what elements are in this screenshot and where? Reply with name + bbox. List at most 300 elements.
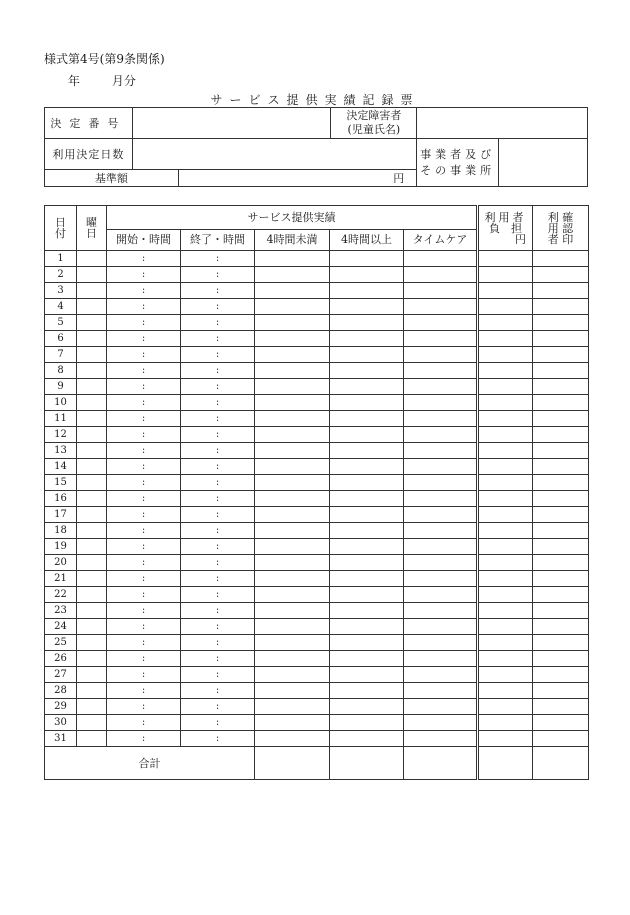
over-4h-cell[interactable] <box>330 699 404 715</box>
under-4h-cell[interactable] <box>255 315 330 331</box>
timecare-cell[interactable] <box>404 395 478 411</box>
timecare-cell[interactable] <box>404 635 478 651</box>
user-burden-cell[interactable] <box>478 603 533 619</box>
column-header-under4h: 4時間未満 <box>255 229 330 250</box>
weekday-cell[interactable] <box>77 299 107 315</box>
start-time-cell[interactable]: : <box>107 251 181 267</box>
user-burden-cell[interactable] <box>478 587 533 603</box>
user-burden-cell[interactable] <box>478 699 533 715</box>
end-time-cell[interactable]: : <box>181 619 255 635</box>
under-4h-cell[interactable] <box>255 635 330 651</box>
end-time-cell[interactable]: : <box>181 539 255 555</box>
end-time-cell[interactable]: : <box>181 411 255 427</box>
confirm-seal-cell[interactable] <box>533 379 589 395</box>
weekday-cell[interactable] <box>77 347 107 363</box>
start-time-cell[interactable]: : <box>107 299 181 315</box>
over-4h-cell[interactable] <box>330 427 404 443</box>
weekday-cell[interactable] <box>77 587 107 603</box>
weekday-cell[interactable] <box>77 555 107 571</box>
table-row <box>45 699 589 715</box>
usage-days-field[interactable] <box>132 139 416 170</box>
weekday-cell[interactable] <box>77 443 107 459</box>
timecare-cell[interactable] <box>404 667 478 683</box>
timecare-cell[interactable] <box>404 283 478 299</box>
end-time-cell[interactable]: : <box>181 427 255 443</box>
end-time-cell[interactable]: : <box>181 507 255 523</box>
start-time-cell[interactable]: : <box>107 379 181 395</box>
under-4h-cell[interactable] <box>255 379 330 395</box>
end-time-cell[interactable]: : <box>181 571 255 587</box>
timecare-cell[interactable] <box>404 731 478 747</box>
provider-field[interactable] <box>499 139 588 187</box>
start-time-cell[interactable]: : <box>107 475 181 491</box>
timecare-cell[interactable] <box>404 683 478 699</box>
start-time-cell[interactable]: : <box>107 539 181 555</box>
confirm-seal-cell[interactable] <box>533 715 589 731</box>
timecare-cell[interactable] <box>404 699 478 715</box>
start-time-cell[interactable]: : <box>107 619 181 635</box>
confirm-seal-cell[interactable] <box>533 683 589 699</box>
user-burden-cell[interactable] <box>478 363 533 379</box>
over-4h-cell[interactable] <box>330 331 404 347</box>
weekday-cell[interactable] <box>77 523 107 539</box>
over-4h-cell[interactable] <box>330 395 404 411</box>
over-4h-cell[interactable] <box>330 635 404 651</box>
over-4h-cell[interactable] <box>330 507 404 523</box>
end-time-cell[interactable]: : <box>181 347 255 363</box>
confirm-seal-cell[interactable] <box>533 555 589 571</box>
weekday-cell[interactable] <box>77 251 107 267</box>
under-4h-cell[interactable] <box>255 507 330 523</box>
under-4h-cell[interactable] <box>255 331 330 347</box>
under-4h-cell[interactable] <box>255 363 330 379</box>
day-number: 7 <box>45 347 77 363</box>
user-burden-cell[interactable] <box>478 267 533 283</box>
timecare-cell[interactable] <box>404 619 478 635</box>
start-time-cell[interactable]: : <box>107 395 181 411</box>
end-time-cell[interactable]: : <box>181 651 255 667</box>
timecare-cell[interactable] <box>404 555 478 571</box>
timecare-cell[interactable] <box>404 251 478 267</box>
total-under4h-cell[interactable] <box>255 747 330 780</box>
under-4h-cell[interactable] <box>255 619 330 635</box>
user-burden-cell[interactable] <box>478 411 533 427</box>
column-header-start: 開始・時間 <box>107 229 181 250</box>
provider-label-1: 事業者及び <box>420 147 496 161</box>
weekday-cell[interactable] <box>77 651 107 667</box>
under-4h-cell[interactable] <box>255 651 330 667</box>
start-time-cell[interactable]: : <box>107 651 181 667</box>
start-time-cell[interactable]: : <box>107 315 181 331</box>
user-burden-cell[interactable] <box>478 459 533 475</box>
weekday-cell[interactable] <box>77 459 107 475</box>
user-burden-cell[interactable] <box>478 475 533 491</box>
under-4h-cell[interactable] <box>255 539 330 555</box>
end-time-cell[interactable]: : <box>181 587 255 603</box>
under-4h-cell[interactable] <box>255 475 330 491</box>
confirm-seal-cell[interactable] <box>533 331 589 347</box>
table-row <box>45 347 589 363</box>
timecare-cell[interactable] <box>404 427 478 443</box>
day-number: 30 <box>45 715 77 731</box>
weekday-cell[interactable] <box>77 411 107 427</box>
timecare-cell[interactable] <box>404 331 478 347</box>
over-4h-cell[interactable] <box>330 619 404 635</box>
start-time-cell[interactable]: : <box>107 667 181 683</box>
over-4h-cell[interactable] <box>330 523 404 539</box>
user-burden-cell[interactable] <box>478 427 533 443</box>
start-time-cell[interactable]: : <box>107 459 181 475</box>
start-time-cell[interactable]: : <box>107 555 181 571</box>
end-time-cell[interactable]: : <box>181 315 255 331</box>
weekday-cell[interactable] <box>77 619 107 635</box>
day-number: 26 <box>45 651 77 667</box>
table-row <box>45 379 589 395</box>
user-burden-cell[interactable] <box>478 539 533 555</box>
over-4h-cell[interactable] <box>330 491 404 507</box>
under-4h-cell[interactable] <box>255 427 330 443</box>
confirm-seal-cell[interactable] <box>533 539 589 555</box>
under-4h-cell[interactable] <box>255 603 330 619</box>
start-time-cell[interactable]: : <box>107 523 181 539</box>
weekday-cell[interactable] <box>77 475 107 491</box>
day-header <box>45 206 77 251</box>
under-4h-cell[interactable] <box>255 667 330 683</box>
end-time-cell[interactable]: : <box>181 715 255 731</box>
user-burden-cell[interactable] <box>478 651 533 667</box>
end-time-cell[interactable]: : <box>181 251 255 267</box>
timecare-cell[interactable] <box>404 315 478 331</box>
timecare-cell[interactable] <box>404 443 478 459</box>
user-burden-cell[interactable] <box>478 635 533 651</box>
weekday-cell[interactable] <box>77 315 107 331</box>
end-time-cell[interactable]: : <box>181 363 255 379</box>
day-number: 17 <box>45 507 77 523</box>
total-burden-cell[interactable] <box>478 747 533 780</box>
burden-header <box>478 206 533 251</box>
weekday-cell[interactable] <box>77 603 107 619</box>
under-4h-cell[interactable] <box>255 699 330 715</box>
user-burden-cell[interactable] <box>478 251 533 267</box>
start-time-cell[interactable]: : <box>107 507 181 523</box>
over-4h-cell[interactable] <box>330 411 404 427</box>
confirm-seal-cell[interactable] <box>533 443 589 459</box>
user-burden-cell[interactable] <box>478 523 533 539</box>
end-time-cell[interactable]: : <box>181 475 255 491</box>
weekday-cell[interactable] <box>77 395 107 411</box>
user-burden-cell[interactable] <box>478 283 533 299</box>
user-burden-cell[interactable] <box>478 507 533 523</box>
timecare-cell[interactable] <box>404 475 478 491</box>
total-over4h-cell[interactable] <box>330 747 404 780</box>
over-4h-cell[interactable] <box>330 299 404 315</box>
weekday-cell[interactable] <box>77 571 107 587</box>
confirm-seal-cell[interactable] <box>533 427 589 443</box>
total-confirm-cell[interactable] <box>533 747 589 780</box>
timecare-cell[interactable] <box>404 491 478 507</box>
user-burden-cell[interactable] <box>478 395 533 411</box>
over-4h-cell[interactable] <box>330 715 404 731</box>
over-4h-cell[interactable] <box>330 683 404 699</box>
timecare-cell[interactable] <box>404 347 478 363</box>
day-number: 20 <box>45 555 77 571</box>
confirm-seal-cell[interactable] <box>533 603 589 619</box>
start-time-cell[interactable]: : <box>107 635 181 651</box>
over-4h-cell[interactable] <box>330 555 404 571</box>
confirm-seal-cell[interactable] <box>533 283 589 299</box>
start-time-cell[interactable]: : <box>107 283 181 299</box>
over-4h-cell[interactable] <box>330 251 404 267</box>
confirm-seal-cell[interactable] <box>533 619 589 635</box>
timecare-cell[interactable] <box>404 363 478 379</box>
under-4h-cell[interactable] <box>255 491 330 507</box>
under-4h-cell[interactable] <box>255 299 330 315</box>
table-row <box>45 251 589 267</box>
confirm-seal-cell[interactable] <box>533 571 589 587</box>
confirm-seal-cell[interactable] <box>533 411 589 427</box>
day-header-2: 付 <box>55 227 66 240</box>
burden-header-2: 負 担 <box>489 221 522 235</box>
under-4h-cell[interactable] <box>255 443 330 459</box>
over-4h-cell[interactable] <box>330 315 404 331</box>
user-burden-cell[interactable] <box>478 331 533 347</box>
start-time-cell[interactable]: : <box>107 331 181 347</box>
weekday-cell[interactable] <box>77 267 107 283</box>
table-row <box>45 267 589 283</box>
table-row <box>45 315 589 331</box>
under-4h-cell[interactable] <box>255 459 330 475</box>
user-burden-cell[interactable] <box>478 619 533 635</box>
user-burden-cell[interactable] <box>478 715 533 731</box>
under-4h-cell[interactable] <box>255 523 330 539</box>
confirm-seal-cell[interactable] <box>533 315 589 331</box>
under-4h-cell[interactable] <box>255 347 330 363</box>
start-time-cell[interactable]: : <box>107 731 181 747</box>
under-4h-cell[interactable] <box>255 571 330 587</box>
end-time-cell[interactable]: : <box>181 443 255 459</box>
user-burden-cell[interactable] <box>478 667 533 683</box>
weekday-cell[interactable] <box>77 283 107 299</box>
over-4h-cell[interactable] <box>330 475 404 491</box>
form-number: 様式第4号(第9条関係) <box>44 52 165 66</box>
day-number: 10 <box>45 395 77 411</box>
confirm-seal-cell[interactable] <box>533 347 589 363</box>
timecare-cell[interactable] <box>404 299 478 315</box>
weekday-cell[interactable] <box>77 539 107 555</box>
weekday-cell[interactable] <box>77 699 107 715</box>
end-time-cell[interactable]: : <box>181 491 255 507</box>
confirm-seal-cell[interactable] <box>533 251 589 267</box>
timecare-cell[interactable] <box>404 507 478 523</box>
under-4h-cell[interactable] <box>255 587 330 603</box>
base-amount-field[interactable] <box>178 170 417 187</box>
over-4h-cell[interactable] <box>330 539 404 555</box>
start-time-cell[interactable]: : <box>107 411 181 427</box>
over-4h-cell[interactable] <box>330 363 404 379</box>
over-4h-cell[interactable] <box>330 603 404 619</box>
table-row <box>45 331 589 347</box>
timecare-cell[interactable] <box>404 411 478 427</box>
start-time-cell[interactable]: : <box>107 715 181 731</box>
over-4h-cell[interactable] <box>330 283 404 299</box>
end-time-cell[interactable]: : <box>181 267 255 283</box>
start-time-cell[interactable]: : <box>107 443 181 459</box>
timecare-cell[interactable] <box>404 715 478 731</box>
timecare-cell[interactable] <box>404 571 478 587</box>
table-row <box>45 427 589 443</box>
under-4h-cell[interactable] <box>255 555 330 571</box>
start-time-cell[interactable]: : <box>107 603 181 619</box>
start-time-cell[interactable]: : <box>107 491 181 507</box>
day-number: 14 <box>45 459 77 475</box>
confirm-seal-cell[interactable] <box>533 363 589 379</box>
user-burden-cell[interactable] <box>478 555 533 571</box>
weekday-cell[interactable] <box>77 379 107 395</box>
table-row <box>45 667 589 683</box>
timecare-cell[interactable] <box>404 267 478 283</box>
weekday-cell[interactable] <box>77 507 107 523</box>
disabled-person-field[interactable] <box>417 108 588 139</box>
start-time-cell[interactable]: : <box>107 683 181 699</box>
day-number: 15 <box>45 475 77 491</box>
user-burden-cell[interactable] <box>478 491 533 507</box>
end-time-cell[interactable]: : <box>181 683 255 699</box>
weekday-cell[interactable] <box>77 715 107 731</box>
user-burden-cell[interactable] <box>478 347 533 363</box>
confirm-seal-cell[interactable] <box>533 731 589 747</box>
end-time-cell[interactable]: : <box>181 459 255 475</box>
end-time-cell[interactable]: : <box>181 331 255 347</box>
timecare-cell[interactable] <box>404 651 478 667</box>
table-row <box>45 651 589 667</box>
end-time-cell[interactable]: : <box>181 299 255 315</box>
timecare-cell[interactable] <box>404 587 478 603</box>
timecare-cell[interactable] <box>404 459 478 475</box>
provider-label <box>417 139 499 187</box>
end-time-cell[interactable]: : <box>181 283 255 299</box>
under-4h-cell[interactable] <box>255 395 330 411</box>
over-4h-cell[interactable] <box>330 267 404 283</box>
over-4h-cell[interactable] <box>330 379 404 395</box>
under-4h-cell[interactable] <box>255 267 330 283</box>
table-row <box>45 619 589 635</box>
start-time-cell[interactable]: : <box>107 267 181 283</box>
confirm-header <box>533 206 589 251</box>
over-4h-cell[interactable] <box>330 347 404 363</box>
total-timecare-cell[interactable] <box>404 747 478 780</box>
under-4h-cell[interactable] <box>255 731 330 747</box>
burden-header-1: 利用者 <box>484 210 527 224</box>
table-row <box>45 475 589 491</box>
under-4h-cell[interactable] <box>255 715 330 731</box>
weekday-cell[interactable] <box>77 331 107 347</box>
decision-number-field[interactable] <box>132 108 331 139</box>
start-time-cell[interactable]: : <box>107 587 181 603</box>
over-4h-cell[interactable] <box>330 459 404 475</box>
under-4h-cell[interactable] <box>255 251 330 267</box>
weekday-cell[interactable] <box>77 427 107 443</box>
weekday-cell[interactable] <box>77 667 107 683</box>
end-time-cell[interactable]: : <box>181 379 255 395</box>
start-time-cell[interactable]: : <box>107 347 181 363</box>
confirm-seal-cell[interactable] <box>533 667 589 683</box>
confirm-seal-cell[interactable] <box>533 587 589 603</box>
confirm-seal-cell[interactable] <box>533 651 589 667</box>
end-time-cell[interactable]: : <box>181 699 255 715</box>
day-number: 9 <box>45 379 77 395</box>
month-label: 月分 <box>111 74 136 88</box>
info-table <box>44 107 588 187</box>
timecare-cell[interactable] <box>404 603 478 619</box>
weekday-cell[interactable] <box>77 635 107 651</box>
user-burden-cell[interactable] <box>478 299 533 315</box>
usage-days-label: 利用決定日数 <box>45 139 133 170</box>
end-time-cell[interactable]: : <box>181 523 255 539</box>
column-header-over4h: 4時間以上 <box>330 229 404 250</box>
start-time-cell[interactable]: : <box>107 699 181 715</box>
confirm-seal-cell[interactable] <box>533 299 589 315</box>
timecare-cell[interactable] <box>404 539 478 555</box>
table-row <box>45 363 589 379</box>
under-4h-cell[interactable] <box>255 411 330 427</box>
start-time-cell[interactable]: : <box>107 571 181 587</box>
confirm-seal-cell[interactable] <box>533 699 589 715</box>
confirm-seal-cell[interactable] <box>533 507 589 523</box>
weekday-cell[interactable] <box>77 363 107 379</box>
confirm-seal-cell[interactable] <box>533 395 589 411</box>
confirm-seal-cell[interactable] <box>533 635 589 651</box>
start-time-cell[interactable]: : <box>107 427 181 443</box>
service-header: サービス提供実績 <box>107 206 478 230</box>
end-time-cell[interactable]: : <box>181 395 255 411</box>
confirm-seal-cell[interactable] <box>533 491 589 507</box>
end-time-cell[interactable]: : <box>181 667 255 683</box>
under-4h-cell[interactable] <box>255 283 330 299</box>
over-4h-cell[interactable] <box>330 587 404 603</box>
day-number: 22 <box>45 587 77 603</box>
confirm-seal-cell[interactable] <box>533 459 589 475</box>
under-4h-cell[interactable] <box>255 683 330 699</box>
timecare-cell[interactable] <box>404 523 478 539</box>
over-4h-cell[interactable] <box>330 651 404 667</box>
end-time-cell[interactable]: : <box>181 555 255 571</box>
over-4h-cell[interactable] <box>330 443 404 459</box>
user-burden-cell[interactable] <box>478 315 533 331</box>
start-time-cell[interactable]: : <box>107 363 181 379</box>
weekday-cell[interactable] <box>77 683 107 699</box>
day-number: 18 <box>45 523 77 539</box>
timecare-cell[interactable] <box>404 379 478 395</box>
user-burden-cell[interactable] <box>478 379 533 395</box>
confirm-seal-cell[interactable] <box>533 523 589 539</box>
confirm-seal-cell[interactable] <box>533 267 589 283</box>
end-time-cell[interactable]: : <box>181 635 255 651</box>
over-4h-cell[interactable] <box>330 667 404 683</box>
over-4h-cell[interactable] <box>330 571 404 587</box>
end-time-cell[interactable]: : <box>181 731 255 747</box>
over-4h-cell[interactable] <box>330 731 404 747</box>
weekday-cell[interactable] <box>77 491 107 507</box>
day-number: 11 <box>45 411 77 427</box>
confirm-seal-cell[interactable] <box>533 475 589 491</box>
weekday-cell[interactable] <box>77 731 107 747</box>
user-burden-cell[interactable] <box>478 683 533 699</box>
user-burden-cell[interactable] <box>478 571 533 587</box>
user-burden-cell[interactable] <box>478 731 533 747</box>
user-burden-cell[interactable] <box>478 443 533 459</box>
end-time-cell[interactable]: : <box>181 603 255 619</box>
burden-header-3: 円 <box>515 232 526 246</box>
